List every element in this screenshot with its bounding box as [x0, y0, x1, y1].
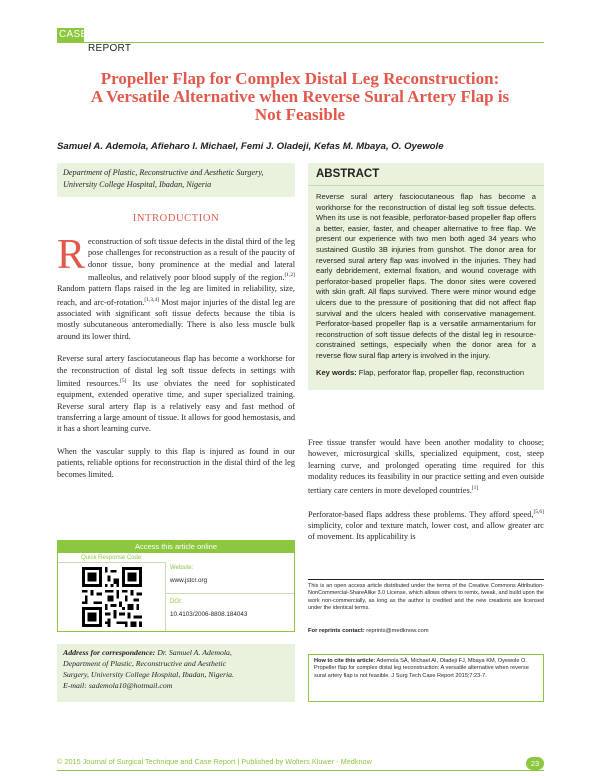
citation-ref: [1,2]	[284, 272, 295, 279]
keywords-label: Key words:	[316, 367, 357, 377]
website-link[interactable]: www.jstcr.org	[170, 577, 208, 584]
article-title	[40, 70, 560, 124]
affiliation-line-1: Department of Plastic, Reconstructive and Aesthetic Surgery,	[63, 168, 264, 177]
intro-p1-text-c: Most major injuries of the distal leg are associated with significant soft tissue defects because the tibia is mostly subcutaneous anteromedially. There is also less muscle bulk around its lower third.	[57, 297, 296, 341]
report-label: REPORT	[88, 43, 132, 54]
abstract-heading: ABSTRACT	[308, 163, 544, 186]
footer-rule	[57, 770, 544, 771]
case-label: CASE	[59, 29, 88, 40]
drop-cap: R	[57, 232, 86, 278]
citation-box	[308, 654, 544, 702]
citation-label: How to cite this article:	[314, 658, 376, 664]
citation-text: Ademola SA, Michael AI, Oladeji FJ, Mbaya KM, Oyewole O. Propeller flap for complex distal leg reconstruction: A versatile alternative when reverse sural artery flap is not feasible. J Surg Tech Case Report 2015;7:23-7.	[314, 658, 529, 679]
right-column-body	[308, 437, 544, 554]
intro-p2-text-a: Reverse sural artery fasciocutaneous flap has become a workhorse for the reconstruction of distal leg soft tissue defects in settings with limited resources.	[57, 354, 295, 388]
license-notice: This is an open access article distributed under the terms of the Creative Commons Attribution-NonCommercial-ShareAlike 3.0 License, which allows others to remix, tweak, and build upon the work non-commercially, as long as the author is credited and the new creations are licensed under the identical terms.	[308, 579, 544, 612]
left-column-body	[57, 232, 296, 491]
abstract-text: Reverse sural artery fasciocutaneous flap has become a workhorse for the reconstruction of distal leg soft tissue defects. When its use is not feasible, perforator-based propeller flap offers a better, easier, faster, and cheaper alternative to free flap. We present our experience with two men both aged 34 years who sustained Gustilo 3B injuries from gunshot. The donor area for reversed sural artery flap was involved in the injuries. They had early debridement, external fixation, and wound coverage with perforator-based propeller flaps. The donor sites were covered with skin graft. All flaps survived. There were minor wound edge ulcers due to the pressure of positioning that did not affect flap survival and the ulcers healed with conservative management. Perforator-based propeller flap is a versatile armamentarium for reconstruction of soft tissue defects of the distal leg in resource-constrained settings, especially when the donor area for a reverse flow sural flap artery is involved in the injury.	[316, 192, 536, 360]
keywords	[308, 362, 544, 379]
intro-p1-text-b: Random pattern flaps raised in the leg are limited in reliability, size, reach, and arc-of-rotation.	[57, 284, 295, 307]
body-p2-text-a: Perforator-based flaps address these problems. They afford speed,	[308, 509, 534, 519]
citation-ref: [5,6]	[533, 508, 544, 515]
correspondence-label: Address for correspondence:	[63, 648, 156, 657]
author-list: Samuel A. Ademola, Afieharo I. Michael, Femi J. Oladeji, Kefas M. Mbaya, O. Oyewole	[57, 141, 444, 152]
doi-link[interactable]: 10.4103/2006-8808.184043	[170, 611, 248, 618]
body-p1-text: Free tissue transfer would have been another modality to choose; however, microsurgical skills, specialized equipment, cost, steep learning curve, and prolonged operating time required for this modality reduces its feasibility in our practice setting and even outside tertiary care centers in more developed countries.	[308, 438, 544, 495]
affiliation-box	[57, 163, 295, 197]
title-line-1: Propeller Flap for Complex Distal Leg Reconstruction:	[100, 69, 500, 88]
correspondence-email[interactable]: E-mail: sademola10@hotmail.com	[63, 681, 173, 690]
correspondence-line-2: Department of Plastic, Reconstructive and Aesthetic	[63, 659, 227, 668]
reprints-label: For reprints contact:	[308, 628, 365, 634]
intro-paragraph-2	[57, 353, 295, 435]
qr-code-icon[interactable]	[82, 567, 142, 627]
website-label: Website:	[170, 565, 194, 571]
access-divider	[166, 593, 294, 594]
citation-ref: [5]	[120, 378, 127, 384]
access-heading: Access this article online	[58, 541, 294, 553]
intro-paragraph-3: When the vascular supply to this flap is injured as found in our patients, reliable options for reconstruction in the distal third of the leg becomes limited.	[57, 446, 295, 479]
correspondence-box	[57, 644, 295, 702]
footer-copyright: © 2015 Journal of Surgical Technique and Case Report | Published by Wolters Kluwer - Medknow	[57, 757, 372, 766]
title-line-3: Not Feasible	[254, 105, 346, 124]
correspondence-line-1	[63, 647, 289, 658]
qr-area	[58, 563, 166, 631]
intro-paragraph-1	[57, 232, 296, 342]
keywords-value: Flap, perforator flap, propeller flap, reconstruction	[358, 367, 525, 377]
access-online-box	[57, 540, 295, 632]
intro-p1-text-a: econstruction of soft tissue defects in the distal third of the leg pose challenges for reconstruction as a result of the paucity of donor tissue, bony prominence at the medial and lateral malleolus, and relatively poor blood supply of the region.	[88, 237, 295, 282]
body-paragraph-2	[308, 507, 544, 543]
introduction-heading: INTRODUCTION	[132, 213, 220, 224]
doi-label: DOI:	[170, 599, 183, 605]
title-line-2: A Versatile Alternative when Reverse Sural Artery Flap is	[90, 87, 510, 106]
affiliation-line-2: University College Hospital, Ibadan, Nigeria	[63, 180, 212, 189]
body-p2-text-b: simplicity, color and texture match, lower cost, and allow greater arc of movement. Its applicability is	[308, 520, 544, 542]
citation-ref: [1,3,4]	[144, 296, 159, 303]
intro-p2-text-b: Its use obviates the need for sophisticated equipment, extended operative time, and super specialized training. Reverse sural artery flap is a relatively easy and fast method of transferring a large amount of tissue. It allows for good hemostasis, and it has a short learning curve.	[57, 378, 295, 434]
correspondence-line-3: Surgery, University College Hospital, Ibadan, Nigeria.	[63, 670, 235, 679]
citation-ref: [1]	[471, 484, 479, 491]
reprints-email[interactable]: reprints@medknow.com	[364, 628, 429, 634]
reprints-contact	[308, 628, 429, 634]
qr-code-label: Quick Response Code:	[58, 553, 166, 563]
body-paragraph-1	[308, 437, 544, 496]
abstract-box	[308, 163, 544, 390]
page-number: 23	[526, 757, 544, 770]
correspondence-name: Dr. Samuel A. Ademola,	[155, 648, 232, 657]
